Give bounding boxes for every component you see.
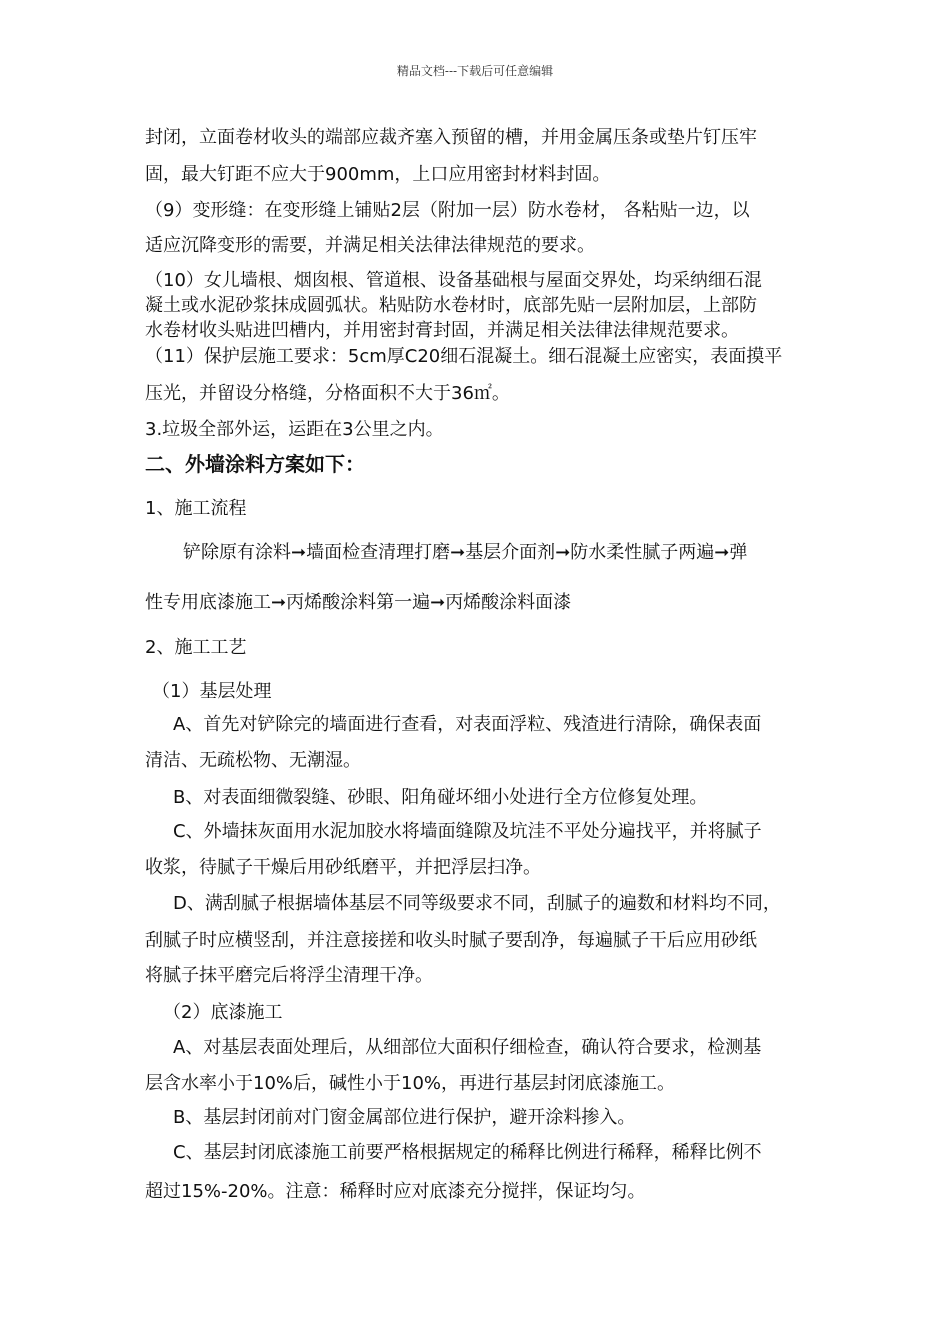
flow-step: 墙面检查清理打磨 bbox=[306, 542, 451, 563]
arrow-icon: ➞ bbox=[714, 542, 730, 563]
text-line: 层含水率小于10%后，碱性小于10%，再进行基层封闭底漆施工。 bbox=[145, 1073, 676, 1094]
text-line: 超过15%-20%。注意：稀释时应对底漆充分搅拌，保证均匀。 bbox=[145, 1181, 646, 1202]
text-line: D、满刮腻子根据墙体基层不同等级要求不同，刮腻子的遍数和材料均不同， bbox=[173, 893, 781, 914]
page-header: 精品文档---下载后可任意编辑 bbox=[396, 64, 554, 78]
flow-line-2 bbox=[145, 591, 571, 615]
sub-item-title: （2）底漆施工 bbox=[163, 1002, 283, 1023]
text-line: 收浆，待腻子干燥后用砂纸磨平，并把浮层扫净。 bbox=[145, 857, 541, 878]
text-line: B、基层封闭前对门窗金属部位进行保护，避开涂料掺入。 bbox=[173, 1107, 636, 1128]
text-line: 水卷材收头贴进凹槽内，并用密封膏封固，并满足相关法律法律规范要求。 bbox=[145, 320, 739, 341]
section-heading: 二、外墙涂料方案如下： bbox=[145, 452, 365, 476]
text-line: C、基层封闭底漆施工前要严格根据规定的稀释比例进行稀释，稀释比例不 bbox=[173, 1142, 762, 1163]
text-line: 3.垃圾全部外运，运距在3公里之内。 bbox=[145, 419, 444, 440]
arrow-icon: ➞ bbox=[555, 542, 571, 563]
text-line: A、对基层表面处理后，从细部位大面积仔细检查，确认符合要求，检测基 bbox=[173, 1037, 762, 1058]
text-line: （11）保护层施工要求：5cm厚C20细石混凝土。细石混凝土应密实，表面摸平 bbox=[145, 346, 783, 367]
text-line: （10）女儿墙根、烟囱根、管道根、设备基础根与屋面交界处，均采纳细石混 bbox=[145, 270, 762, 291]
text-line: 封闭，立面卷材收头的端部应裁齐塞入预留的槽，并用金属压条或垫片钉压牢 bbox=[145, 127, 757, 148]
flow-step: 丙烯酸涂料第一遍 bbox=[286, 592, 431, 613]
text-line: A、首先对铲除完的墙面进行查看，对表面浮粒、残渣进行清除，确保表面 bbox=[173, 714, 762, 735]
text-line: 凝土或水泥砂浆抹成圆弧状。粘贴防水卷材时，底部先贴一层附加层，上部防 bbox=[145, 295, 757, 316]
text-line: C、外墙抹灰面用水泥加胶水将墙面缝隙及坑洼不平处分遍找平，并将腻子 bbox=[173, 821, 762, 842]
flow-step: 弹 bbox=[729, 542, 748, 563]
text-line: 清洁、无疏松物、无潮湿。 bbox=[145, 750, 361, 771]
flow-step: 防水柔性腻子两遍 bbox=[570, 542, 715, 563]
subsection-title: 2、施工工艺 bbox=[145, 637, 247, 658]
flow-step: 基层介面剂 bbox=[465, 542, 556, 563]
arrow-icon: ➞ bbox=[430, 592, 446, 613]
text-line: 压光，并留设分格缝，分格面积不大于36㎡。 bbox=[145, 383, 510, 404]
subsection-title: 1、施工流程 bbox=[145, 498, 247, 519]
text-line: （9）变形缝：在变形缝上铺贴2层（附加一层）防水卷材， 各粘贴一边，以 bbox=[145, 200, 750, 221]
text-line: 适应沉降变形的需要，并满足相关法律法律规范的要求。 bbox=[145, 235, 595, 256]
flow-line-1 bbox=[183, 541, 747, 565]
arrow-icon: ➞ bbox=[450, 542, 466, 563]
sub-item-title: （1）基层处理 bbox=[152, 681, 272, 702]
flow-step: 性专用底漆施工 bbox=[145, 592, 271, 613]
flow-step: 铲除原有涂料 bbox=[183, 542, 291, 563]
arrow-icon: ➞ bbox=[271, 592, 287, 613]
text-line: 将腻子抹平磨完后将浮尘清理干净。 bbox=[145, 965, 433, 986]
text-line: B、对表面细微裂缝、砂眼、阳角碰坏细小处进行全方位修复处理。 bbox=[173, 787, 708, 808]
text-line: 固，最大钉距不应大于900mm，上口应用密封材料封固。 bbox=[145, 164, 611, 185]
text-line: 刮腻子时应横竖刮，并注意接搓和收头时腻子要刮净，每遍腻子干后应用砂纸 bbox=[145, 930, 757, 951]
arrow-icon: ➞ bbox=[291, 542, 307, 563]
flow-step: 丙烯酸涂料面漆 bbox=[445, 592, 572, 613]
